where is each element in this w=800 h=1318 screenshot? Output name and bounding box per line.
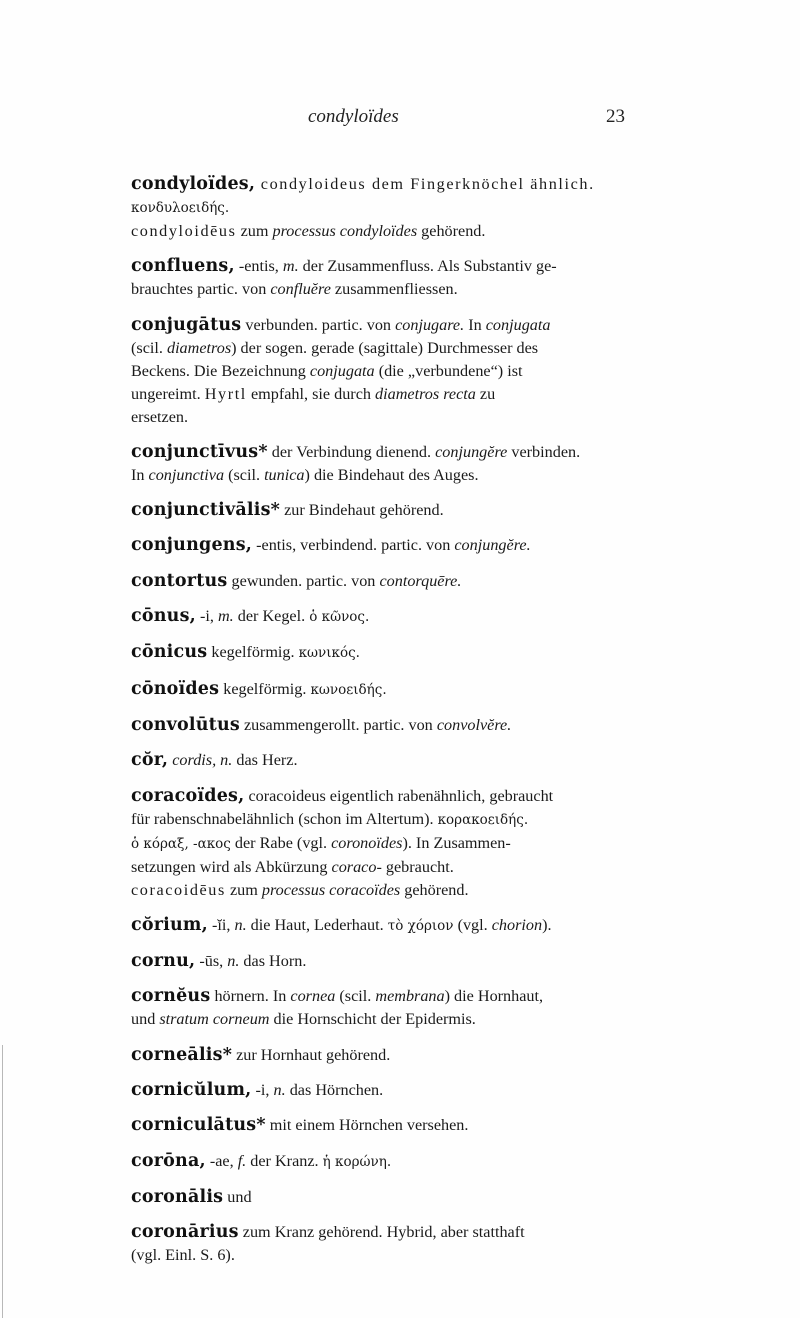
entry-convolutus: convolūtus zusammengerollt. partic. von convolvĕre. — [131, 714, 512, 735]
page-number: 23 — [606, 106, 625, 127]
greek-term: ὁ κόραξ, -ακος — [131, 835, 231, 852]
entry-corniculatus: corniculātus* mit einem Hörnchen versehen. — [131, 1115, 469, 1136]
sub-word: condyloidēus — [131, 222, 237, 240]
entry-list — [131, 173, 639, 1280]
headword: cŏr, — [131, 750, 169, 771]
headword: cōnicus — [131, 642, 208, 663]
gender: m. — [217, 607, 234, 626]
headword: corniculātus* — [131, 1115, 266, 1136]
headword: contortus — [131, 570, 228, 591]
definition: condyloideus dem Fingerknöchel ähnlich. — [255, 175, 595, 193]
page-edge-line — [2, 1045, 3, 1318]
headword: conjunctivālis* — [131, 500, 281, 521]
entry-corium: cŏrium, -ĭi, n. die Haut, Lederhaut. τὸ χόριον (vgl. chorion). — [131, 914, 552, 935]
headword: corōna, — [131, 1150, 206, 1171]
entry-contortus: contortus gewunden. partic. von contorquēre. — [131, 570, 462, 591]
headword: confluens, — [131, 256, 235, 277]
headword: conjugātus — [131, 314, 242, 335]
entry-corona: corōna, -ae, f. der Kranz. ἡ κορώνη. — [131, 1150, 392, 1171]
gender: n. — [273, 1081, 286, 1100]
entry-cor: cŏr, cordis, n. das Herz. — [131, 750, 298, 771]
headword: cornĕus — [131, 986, 211, 1007]
headword: cornicŭlum, — [131, 1080, 252, 1101]
entry-conus: cōnus, -i, m. der Kegel. ὁ κῶνος. — [131, 606, 370, 627]
entry-conjungens: conjungens, -entis, verbindend. partic. von conjungĕre. — [131, 535, 531, 556]
headword: cornu, — [131, 951, 196, 972]
gender: f. — [237, 1151, 247, 1170]
greek-term: ἡ κορώνη. — [322, 1153, 392, 1170]
headword: conjungens, — [131, 535, 253, 556]
entry-conicus: cōnicus kegelförmig. κωνικός. — [131, 642, 360, 663]
entry-conjunctivalis: conjunctivālis* zur Bindehaut gehörend. — [131, 500, 444, 521]
headword: coronālis — [131, 1186, 224, 1207]
headword: cōnoïdes — [131, 678, 220, 699]
headword: coronārius — [131, 1222, 239, 1243]
person-name: Hyrtl — [204, 384, 247, 403]
entry-coracoides: coracoïdes, coracoideus eigentlich rabenähnlich, gebraucht für rabenschnabelähnlich (schon im Altertum). κορακοειδής. ὁ κόραξ, -ακος der Rabe (vgl. coronoïdes). In Zusammen- setzungen wird als Abkürzung coraco- gebraucht. coracoidēus zum processus coracoïdes gehörend. — [131, 785, 554, 899]
sub-word: coracoidēus — [131, 880, 226, 899]
greek-term: κορακοειδής. — [437, 811, 529, 828]
entry-conjugatus: conjugātus verbunden. partic. von conjugare. In conjugata (scil. diametros) der sogen. gerade (sagittale) Durchmesser des Beckens. Die Bezeichnung conjugata (die „verbundene“) ist ungereimt. Hyrtl empfahl, sie durch diametros recta zu ersetzen. — [131, 314, 551, 426]
running-title: condyloïdes — [308, 106, 399, 127]
running-head — [0, 106, 800, 136]
entry-cornealis: corneālis* zur Hornhaut gehörend. — [131, 1044, 391, 1065]
headword: corneālis* — [131, 1044, 233, 1065]
latin-term: processus condyloïdes — [272, 222, 418, 240]
headword: conjunctīvus* — [131, 441, 268, 462]
entry-condyloides: condyloïdes, condyloideus dem Fingerknöchel ähnlich. κονδυλοειδής. condyloidēus zum processus condyloïdes gehörend. — [131, 174, 595, 240]
headword: convolūtus — [131, 714, 240, 735]
headword: cōnus, — [131, 606, 196, 627]
gender: m. — [282, 257, 299, 276]
greek-term: ὁ κῶνος. — [309, 609, 370, 626]
headword: condyloïdes, — [131, 174, 256, 194]
greek-term: κονδυλοειδής. — [131, 200, 230, 216]
entry-corneus: cornĕus hörnern. In cornea (scil. membrana) die Hornhaut, und stratum corneum die Hornschicht der Epidermis. — [131, 986, 544, 1029]
entry-coronalis: coronālis und — [131, 1186, 252, 1207]
entry-conoides: cōnoïdes kegelförmig. κωνοειδής. — [131, 678, 387, 699]
entry-conjunctivus: conjunctīvus* der Verbindung dienend. conjungĕre verbinden. In conjunctiva (scil. tunica) die Bindehaut des Auges. — [131, 441, 581, 484]
greek-term: κωνικός. — [298, 645, 360, 662]
gender: n. — [234, 915, 247, 934]
entry-coronarius: coronārius zum Kranz gehörend. Hybrid, aber statthaft (vgl. Einl. S. 6). — [131, 1222, 525, 1265]
entry-corniculum: cornicŭlum, -i, n. das Hörnchen. — [131, 1080, 384, 1101]
entry-confluens: confluens, -entis, m. der Zusammenfluss. Als Substantiv ge- brauchtes partic. von confluĕre zusammenfliessen. — [131, 256, 557, 299]
entry-cornu: cornu, -ūs, n. das Horn. — [131, 951, 307, 972]
headword: coracoïdes, — [131, 785, 245, 806]
greek-term: τὸ χόριον — [387, 917, 454, 934]
gender: n. — [227, 952, 240, 971]
latin-term: confluĕre — [270, 280, 331, 299]
headword: cŏrium, — [131, 914, 208, 935]
greek-term: κωνοειδής. — [310, 681, 387, 698]
